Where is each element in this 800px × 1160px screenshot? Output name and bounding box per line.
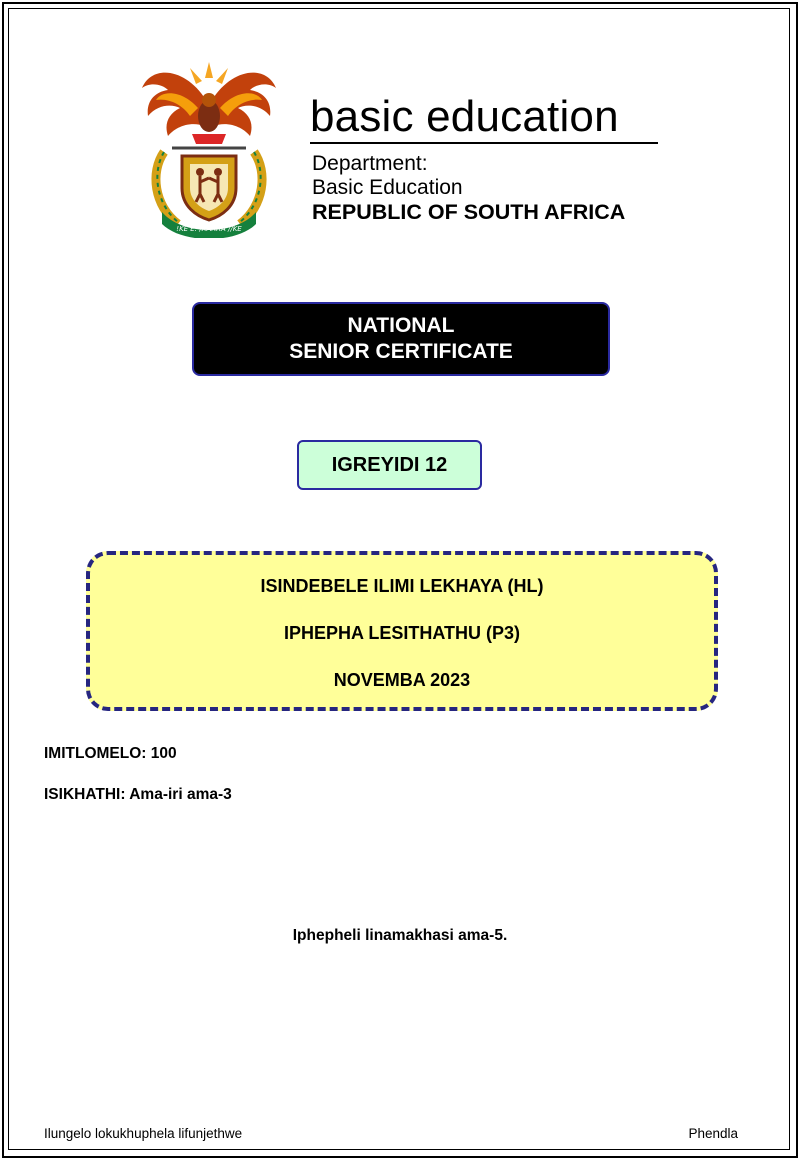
exam-duration: ISIKHATHI: Ama-iri ama-3 bbox=[44, 786, 232, 803]
paper-number: IPHEPHA LESITHATHU (P3) bbox=[283, 623, 520, 643]
country-name: REPUBLIC OF SOUTH AFRICA bbox=[312, 200, 626, 224]
coat-of-arms-icon bbox=[138, 60, 280, 238]
department-label: Department: bbox=[312, 152, 428, 175]
copyright-notice: Ilungelo lokukhuphela lifunjethwe bbox=[44, 1126, 243, 1141]
subject-panel bbox=[86, 551, 718, 711]
crest-motto: !KE E: /XARRA //KE bbox=[176, 225, 242, 233]
brand-title: basic education bbox=[310, 92, 619, 141]
subject-name: ISINDEBELE ILIMI LEKHAYA (HL) bbox=[260, 576, 544, 596]
brand-divider bbox=[310, 142, 658, 144]
exam-session: NOVEMBA 2023 bbox=[333, 670, 471, 690]
certificate-line-2: SENIOR CERTIFICATE bbox=[289, 340, 513, 363]
certificate-line-1: NATIONAL bbox=[347, 314, 455, 337]
grade-badge: IGREYIDI 12 bbox=[297, 440, 482, 490]
turn-over-note: Phendla bbox=[688, 1126, 738, 1141]
certificate-banner bbox=[192, 302, 610, 376]
department-name: Basic Education bbox=[312, 176, 463, 199]
page-count-note: Iphepheli linamakhasi ama-5. bbox=[292, 927, 508, 944]
total-marks: IMITLOMELO: 100 bbox=[44, 745, 177, 762]
